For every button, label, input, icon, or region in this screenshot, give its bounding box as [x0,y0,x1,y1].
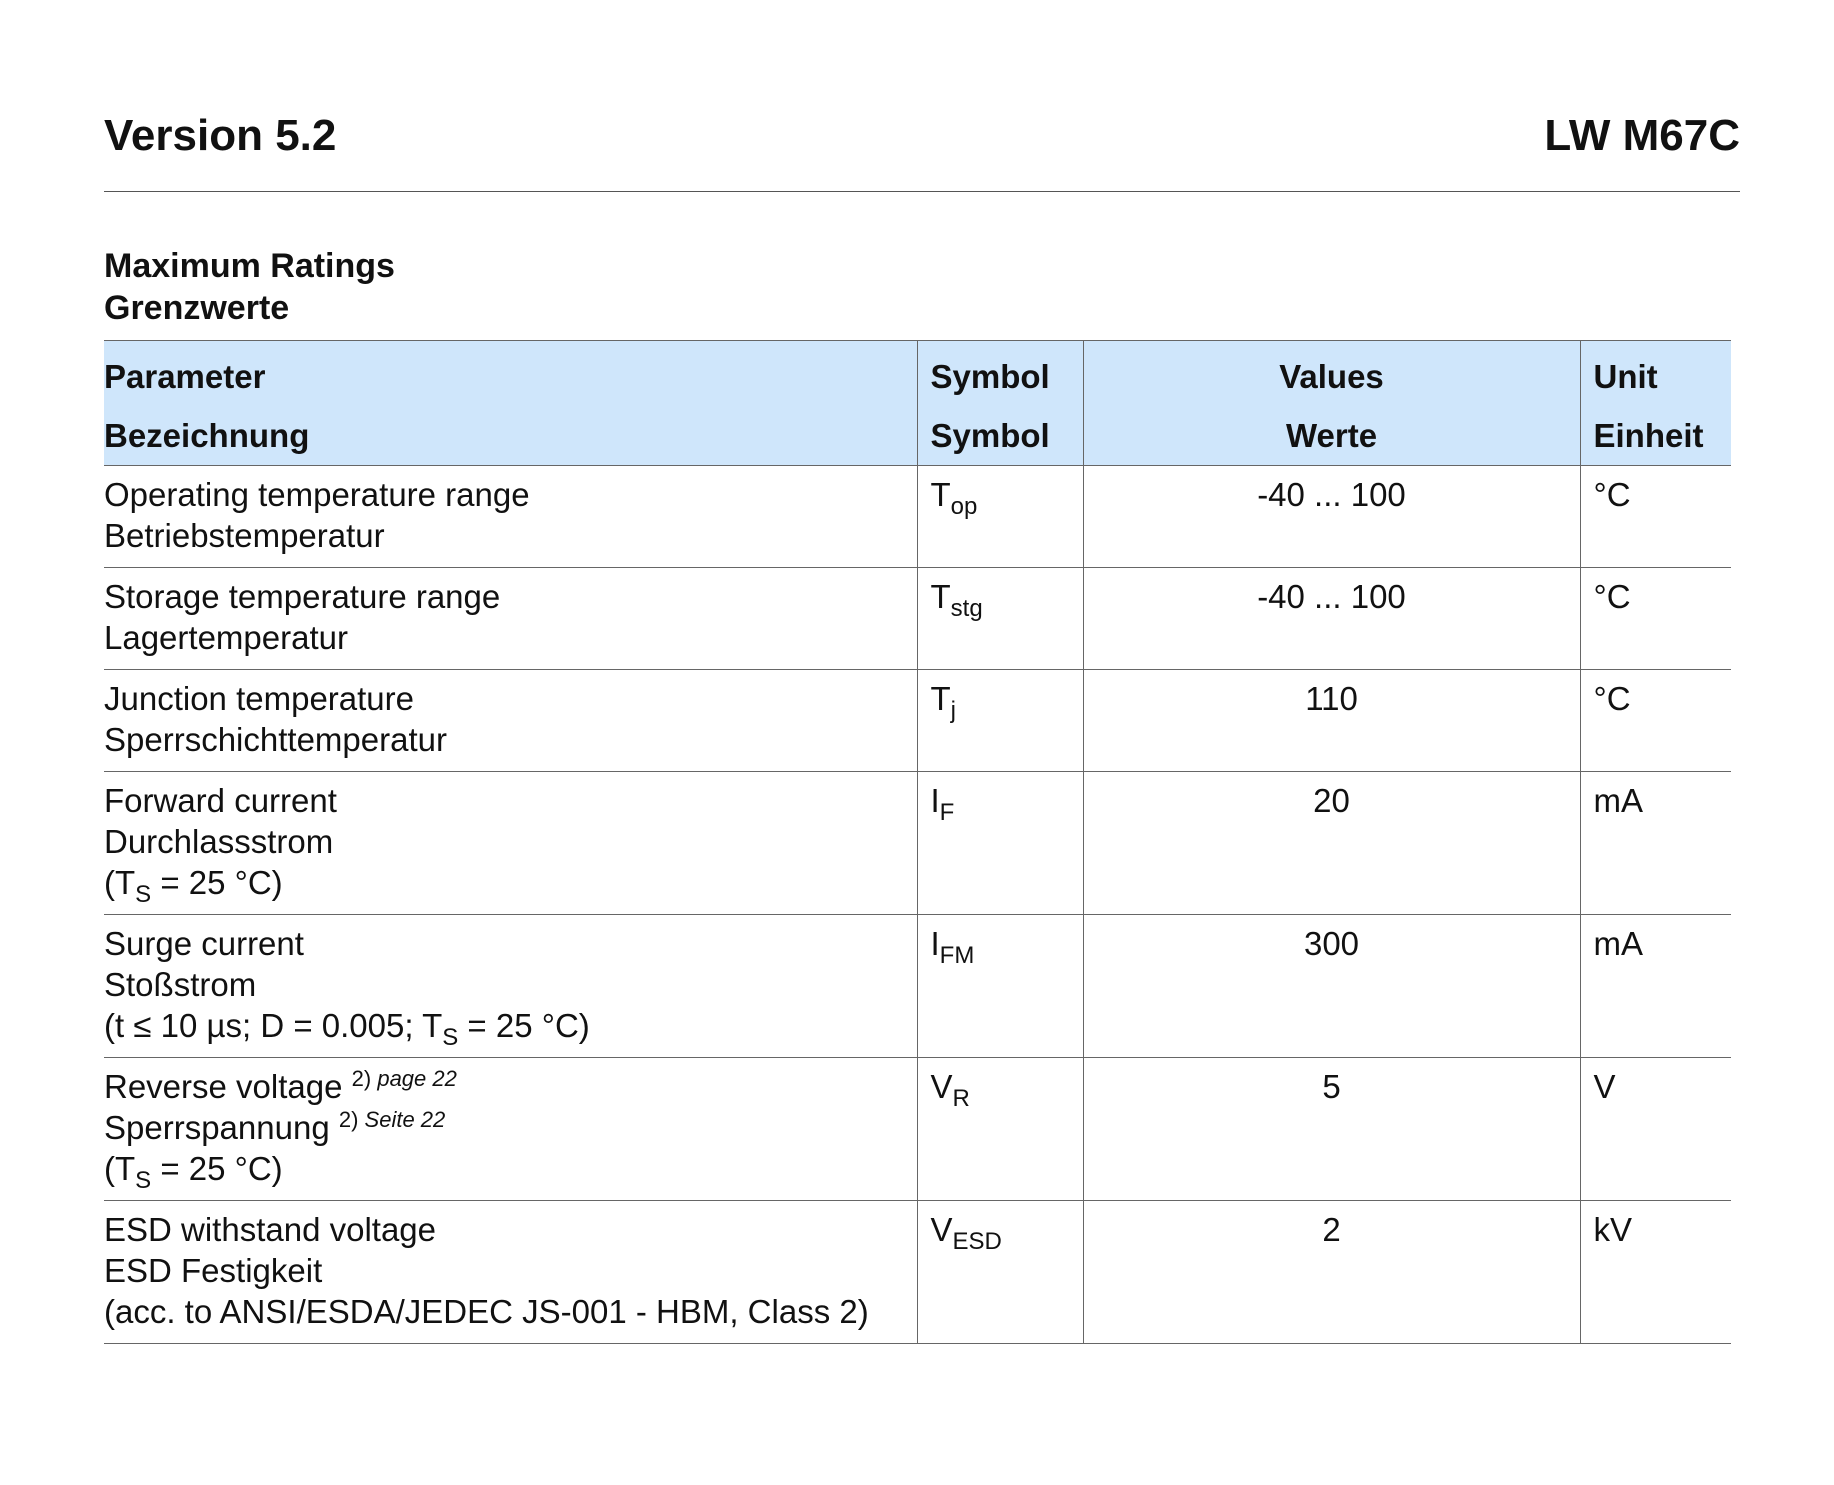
symbol-subscript: F [939,799,955,826]
symbol-main: T [930,578,951,615]
column-header-de: Einheit [1593,417,1704,454]
table-row [104,466,1731,568]
parameter-cell [104,568,917,670]
table-row [104,772,1731,915]
column-header-en: Parameter [104,358,266,395]
parameter-en: Storage temperature range [104,578,501,615]
unit-cell: kV [1580,1201,1731,1344]
symbol-subscript: FM [939,942,975,969]
condition-text: (t ≤ 10 µs; D = 0.005; T [104,1007,443,1044]
column-header-de: Bezeichnung [104,417,310,454]
value-cell: 300 [1083,915,1580,1058]
parameter-en: Forward current [104,782,337,819]
unit-cell: mA [1580,772,1731,915]
parameter-en: Junction temperature [104,680,415,717]
unit-cell: V [1580,1058,1731,1201]
unit-cell: °C [1580,466,1731,568]
parameter-cell [104,772,917,915]
footnote-number: 2) [338,1107,359,1132]
symbol-main: V [930,1068,953,1105]
condition-text: = 25 °C) [151,864,283,901]
value-cell: 5 [1083,1058,1580,1201]
footnote-marker [339,1107,445,1132]
symbol-subscript: ESD [952,1228,1002,1255]
symbol-cell [917,568,1083,670]
table-header-row [104,341,1731,466]
symbol-subscript: stg [950,595,983,622]
section-title [104,245,395,329]
symbol-subscript: op [950,493,978,520]
condition-text: (T [104,1150,136,1187]
parameter-de: Betriebstemperatur [104,517,385,554]
parameter-de: Stoßstrom [104,966,257,1003]
section-title-de: Grenzwerte [104,289,290,327]
version-label: Version 5.2 [104,111,337,160]
parameter-cell [104,1201,917,1344]
parameter-condition [104,1005,909,1051]
value-cell: 110 [1083,670,1580,772]
parameter-condition [104,1148,909,1194]
table-row [104,1201,1731,1344]
maximum-ratings-table [104,340,1731,1344]
symbol-main: I [930,925,940,962]
parameter-en: Operating temperature range [104,476,530,513]
symbol-cell [917,772,1083,915]
parameter-de: ESD Festigkeit [104,1252,323,1289]
symbol-main: T [930,476,951,513]
column-header-values [1083,341,1580,466]
symbol-subscript: R [952,1085,970,1112]
value-cell: 20 [1083,772,1580,915]
symbol-cell [917,1058,1083,1201]
parameter-cell [104,1058,917,1201]
symbol-cell [917,466,1083,568]
page-header [104,108,1740,164]
column-header-en: Unit [1593,358,1658,395]
value-cell: -40 ... 100 [1083,466,1580,568]
condition-text: = 25 °C) [458,1007,590,1044]
parameter-de: Sperrschichttemperatur [104,721,447,758]
condition-text: (T [104,864,136,901]
value-cell: -40 ... 100 [1083,568,1580,670]
parameter-condition: (acc. to ANSI/ESDA/JEDEC JS-001 - HBM, Class 2) [104,1293,869,1330]
symbol-cell [917,915,1083,1058]
parameter-en: ESD withstand voltage [104,1211,437,1248]
column-header-parameter [104,341,917,466]
condition-subscript: S [442,1024,459,1051]
symbol-subscript: j [950,697,957,724]
parameter-de [104,1107,909,1148]
table-row [104,568,1731,670]
parameter-de: Lagertemperatur [104,619,348,656]
value-cell: 2 [1083,1201,1580,1344]
product-name: LW M67C [1544,111,1740,160]
unit-cell: °C [1580,568,1731,670]
table-row [104,1058,1731,1201]
table-row [104,915,1731,1058]
column-header-en: Symbol [930,358,1050,395]
parameter-cell [104,915,917,1058]
symbol-main: T [930,680,951,717]
unit-cell: mA [1580,915,1731,1058]
parameter-en: Surge current [104,925,304,962]
footnote-page-ref: page 22 [377,1066,457,1091]
condition-subscript: S [135,881,152,908]
header-divider [104,191,1740,192]
symbol-main: V [930,1211,953,1248]
section-title-en: Maximum Ratings [104,247,395,285]
footnote-number: 2) [351,1066,372,1091]
condition-text: = 25 °C) [151,1150,283,1187]
symbol-cell [917,670,1083,772]
parameter-de-text: Sperrspannung [104,1109,330,1146]
parameter-en [104,1066,909,1107]
table-row [104,670,1731,772]
symbol-cell [917,1201,1083,1344]
column-header-symbol [917,341,1083,466]
parameter-en-text: Reverse voltage [104,1068,343,1105]
parameter-cell [104,466,917,568]
parameter-condition [104,862,909,908]
column-header-en: Values [1279,358,1384,395]
footnote-marker [352,1066,457,1091]
column-header-de: Werte [1285,417,1378,454]
parameter-de: Durchlassstrom [104,823,334,860]
column-header-unit [1580,341,1731,466]
parameter-cell [104,670,917,772]
symbol-main: I [930,782,940,819]
footnote-page-ref: Seite 22 [364,1107,446,1132]
unit-cell: °C [1580,670,1731,772]
column-header-de: Symbol [930,417,1050,454]
condition-subscript: S [135,1167,152,1194]
